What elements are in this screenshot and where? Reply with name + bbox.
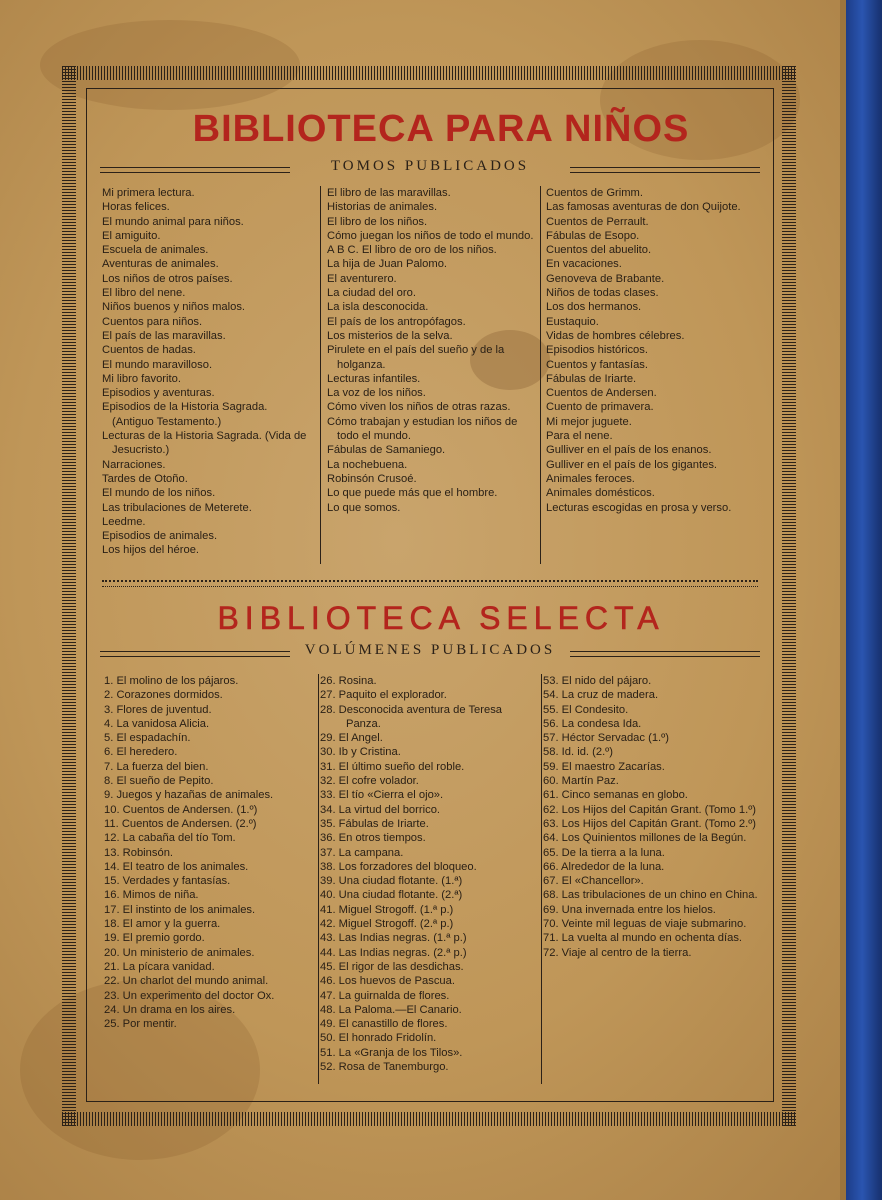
volume-entry: 43. Las Indias negras. (1.ª p.) [320, 932, 467, 945]
title-entry: Cómo viven los niños de otras razas. [327, 401, 511, 414]
title-entry: Mi mejor juguete. [546, 415, 632, 428]
title-entry: Escuela de animales. [102, 244, 209, 257]
title-entry: Cómo juegan los niños de todo el mundo. [327, 229, 534, 242]
volume-entry: 52. Rosa de Tanemburgo. [320, 1061, 449, 1074]
volume-entry: 72. Viaje al centro de la tierra. [543, 946, 692, 959]
title-entry: Lecturas infantiles. [327, 372, 421, 385]
title-biblioteca-selecta: BIBLIOTECA SELECTA [217, 600, 665, 636]
volume-entry: 64. Los Quinientos millones de la Begún. [543, 832, 747, 845]
title-entry: La nochebuena. [327, 458, 408, 471]
title-entry: El aventurero. [327, 272, 397, 285]
title-entry: Lo que puede más que el hombre. [327, 487, 498, 500]
title-entry: Horas felices. [102, 201, 170, 214]
title-entry: Vidas de hombres célebres. [546, 329, 685, 342]
subtitle-tomos-publicados: TOMOS PUBLICADOS [100, 158, 760, 175]
volume-entry: 39. Una ciudad flotante. (1.ª) [320, 875, 463, 888]
volume-entry: 33. El tío «Cierra el ojo». [320, 789, 444, 802]
title-entry: Niños de todas clases. [546, 287, 659, 300]
title-entry: Los dos hermanos. [546, 301, 642, 314]
title-entry: Genoveva de Brabante. [546, 272, 665, 285]
volume-entry: 5. El espadachín. [104, 732, 191, 745]
volume-entry: 32. El cofre volador. [320, 775, 419, 788]
volume-entry: 35. Fábulas de Iriarte. [320, 817, 429, 830]
title-entry: La voz de los niños. [327, 387, 426, 400]
column-divider [320, 186, 321, 564]
title-entry: Fábulas de Esopo. [546, 229, 640, 242]
volume-entry: 37. La campana. [320, 846, 404, 859]
volume-entry: 14. El teatro de los animales. [104, 860, 249, 873]
volume-entry: 69. Una invernada entre los hielos. [543, 903, 716, 916]
section2-column1 [104, 674, 316, 1031]
volume-entry: 58. Id. id. (2.º) [543, 746, 613, 759]
section1-column2 [327, 186, 537, 515]
volume-entry: 42. Miguel Strogoff. (2.ª p.) [320, 918, 454, 931]
title-entry: Gulliver en el país de los enanos. [546, 444, 712, 457]
volume-entry: 44. Las Indias negras. (2.ª p.) [320, 946, 467, 959]
title-entry: Cuentos de hadas. [102, 344, 196, 357]
volume-entry: 6. El heredero. [104, 746, 178, 759]
title-entry: El libro de las maravillas. [327, 187, 451, 199]
volume-entry: 21. La pícara vanidad. [104, 960, 215, 973]
volume-entry: 67. El «Chancellor». [543, 875, 644, 888]
title-entry: Las famosas aventuras de don Quijote. [546, 201, 741, 214]
volume-entry: 13. Robinsón. [104, 846, 174, 859]
volume-entry: 65. De la tierra a la luna. [543, 846, 665, 859]
volume-entry: 1. El molino de los pájaros. [104, 675, 239, 687]
title-entry: Fábulas de Samaniego. [327, 444, 446, 457]
volume-entry: 59. El maestro Zacarías. [543, 760, 665, 773]
section1-column3 [546, 186, 756, 515]
volume-entry: 22. Un charlot del mundo animal. [104, 975, 269, 988]
title-entry: Mi libro favorito. [102, 372, 181, 385]
title-entry: Las tribulaciones de Meterete. [102, 501, 252, 514]
title-entry: La ciudad del oro. [327, 287, 416, 300]
title-entry: Robinsón Crusoé. [327, 472, 417, 485]
volume-entry: 55. El Condesito. [543, 703, 629, 716]
title-entry: Animales feroces. [546, 472, 635, 485]
title-entry: Eustaquio. [546, 315, 599, 328]
title-biblioteca-para-ninos: BIBLIOTECA PARA NIÑOS [192, 108, 690, 150]
title-entry: Cuentos y fantasías. [546, 358, 648, 371]
title-entry: Niños buenos y niños malos. [102, 301, 246, 314]
title-entry: Los niños de otros países. [102, 272, 233, 285]
volume-entry: 7. La fuerza del bien. [104, 760, 209, 773]
title-entry: El mundo maravilloso. [102, 358, 213, 371]
title-entry: Mi primera lectura. [102, 187, 195, 199]
title-entry: Cuentos de Perrault. [546, 215, 649, 228]
title-entry: La hija de Juan Palomo. [327, 258, 448, 271]
title-entry: Cuentos de Grimm. [546, 187, 643, 199]
title-entry: Episodios de la Historia Sagrada. (Antiguo Testamento.) [102, 401, 268, 428]
volume-entry: 19. El premio gordo. [104, 932, 205, 945]
volume-entry: 68. Las tribulaciones de un chino en China. [543, 889, 758, 902]
volume-entry: 60. Martín Paz. [543, 775, 619, 788]
title-entry: Historias de animales. [327, 201, 438, 214]
volume-entry: 34. La virtud del borrico. [320, 803, 441, 816]
title-entry: Cuento de primavera. [546, 401, 654, 414]
title-entry: La isla desconocida. [327, 301, 429, 314]
volume-entry: 15. Verdades y fantasías. [104, 875, 231, 888]
column-divider [540, 186, 541, 564]
title-entry: Los hijos del héroe. [102, 544, 200, 557]
volume-entry: 46. Los huevos de Pascua. [320, 975, 455, 988]
volume-entry: 71. La vuelta al mundo en ochenta días. [543, 932, 743, 945]
volume-entry: 66. Alrededor de la luna. [543, 860, 665, 873]
dotted-separator [102, 580, 758, 587]
title-entry: En vacaciones. [546, 258, 622, 271]
title-entry: Pirulete en el país del sueño y de la holganza. [327, 344, 505, 371]
title-entry: Para el nene. [546, 430, 613, 443]
volume-entry: 9. Juegos y hazañas de animales. [104, 789, 274, 802]
volume-entry: 47. La guirnalda de flores. [320, 989, 450, 1002]
title-entry: El país de las maravillas. [102, 329, 226, 342]
volume-entry: 41. Miguel Strogoff. (1.ª p.) [320, 903, 454, 916]
volume-entry: 17. El instinto de los animales. [104, 903, 256, 916]
volume-entry: 3. Flores de juventud. [104, 703, 212, 716]
volume-entry: 40. Una ciudad flotante. (2.ª) [320, 889, 463, 902]
subtitle-volumenes-publicados: VOLÚMENES PUBLICADOS [100, 642, 760, 659]
volume-entry: 38. Los forzadores del bloqueo. [320, 860, 477, 873]
title-entry: Gulliver en el país de los gigantes. [546, 458, 718, 471]
volume-entry: 16. Mimos de niña. [104, 889, 199, 902]
section2-column2 [320, 674, 538, 1074]
title-entry: El mundo animal para niños. [102, 215, 244, 228]
title-entry: Lo que somos. [327, 501, 401, 514]
volume-entry: 23. Un experimento del doctor Ox. [104, 989, 275, 1002]
section1-column1 [102, 186, 312, 558]
volume-entry: 27. Paquito el explorador. [320, 689, 447, 702]
title-entry: Fábulas de Iriarte. [546, 372, 637, 385]
title-entry: Cómo trabajan y estudian los niños de todo el mundo. [327, 415, 518, 443]
title-entry: El mundo de los niños. [102, 487, 216, 500]
volume-entry: 49. El canastillo de flores. [320, 1018, 448, 1031]
volume-entry: 25. Por mentir. [104, 1018, 177, 1031]
title-entry: Aventuras de animales. [102, 258, 219, 271]
title-entry: Lecturas escogidas en prosa y verso. [546, 501, 732, 514]
volume-entry: 61. Cinco semanas en globo. [543, 789, 688, 802]
volume-entry: 28. Desconocida aventura de Teresa Panza. [320, 703, 503, 730]
title-entry: El libro de los niños. [327, 215, 428, 228]
volume-entry: 8. El sueño de Pepito. [104, 775, 214, 788]
title-entry: Tardes de Otoño. [102, 472, 188, 485]
volume-entry: 53. El nido del pájaro. [543, 675, 652, 687]
volume-entry: 56. La condesa Ida. [543, 717, 642, 730]
volume-entry: 10. Cuentos de Andersen. (1.º) [104, 803, 258, 816]
volume-entry: 4. La vanidosa Alicia. [104, 717, 210, 730]
volume-entry: 20. Un ministerio de animales. [104, 946, 255, 959]
volume-entry: 70. Veinte mil leguas de viaje submarino. [543, 918, 747, 931]
volume-entry: 45. El rigor de las desdichas. [320, 960, 464, 973]
section2-column3 [543, 674, 761, 960]
volume-entry: 36. En otros tiempos. [320, 832, 426, 845]
title-entry: Lecturas de la Historia Sagrada. (Vida de Jesucristo.) [102, 430, 307, 457]
title-entry: Episodios y aventuras. [102, 387, 215, 400]
title-entry: Episodios de animales. [102, 530, 218, 543]
volume-entry: 24. Un drama en los aires. [104, 1003, 236, 1016]
title-entry: Leedme. [102, 515, 146, 528]
column-divider [541, 674, 542, 1084]
volume-entry: 48. La Paloma.—El Canario. [320, 1003, 462, 1016]
volume-entry: 2. Corazones dormidos. [104, 689, 223, 702]
title-entry: Narraciones. [102, 458, 166, 471]
volume-entry: 57. Héctor Servadac (1.º) [543, 732, 669, 745]
volume-entry: 50. El honrado Fridolín. [320, 1032, 437, 1045]
title-entry: Cuentos para niños. [102, 315, 203, 328]
title-entry: El país de los antropófagos. [327, 315, 466, 328]
volume-entry: 62. Los Hijos del Capitán Grant. (Tomo 1.º) [543, 803, 757, 816]
volume-entry: 11. Cuentos de Andersen. (2.º) [104, 817, 257, 830]
volume-entry: 18. El amor y la guerra. [104, 918, 221, 931]
title-entry: El libro del nene. [102, 287, 186, 300]
volume-entry: 51. La «Granja de los Tilos». [320, 1046, 463, 1059]
title-entry: Cuentos de Andersen. [546, 387, 657, 400]
volume-entry: 29. El Angel. [320, 732, 383, 745]
volume-entry: 12. La cabaña del tío Tom. [104, 832, 236, 845]
title-entry: Episodios históricos. [546, 344, 648, 357]
title-entry: Animales domésticos. [546, 487, 655, 500]
volume-entry: 26. Rosina. [320, 675, 377, 687]
volume-entry: 63. Los Hijos del Capitán Grant. (Tomo 2.º) [543, 817, 757, 830]
title-entry: Cuentos del abuelito. [546, 244, 652, 257]
title-entry: El amiguito. [102, 229, 161, 242]
column-divider [318, 674, 319, 1084]
title-entry: A B C. El libro de oro de los niños. [327, 244, 497, 257]
title-entry: Los misterios de la selva. [327, 329, 453, 342]
volume-entry: 30. Ib y Cristina. [320, 746, 401, 759]
volume-entry: 54. La cruz de madera. [543, 689, 659, 702]
volume-entry: 31. El último sueño del roble. [320, 760, 465, 773]
